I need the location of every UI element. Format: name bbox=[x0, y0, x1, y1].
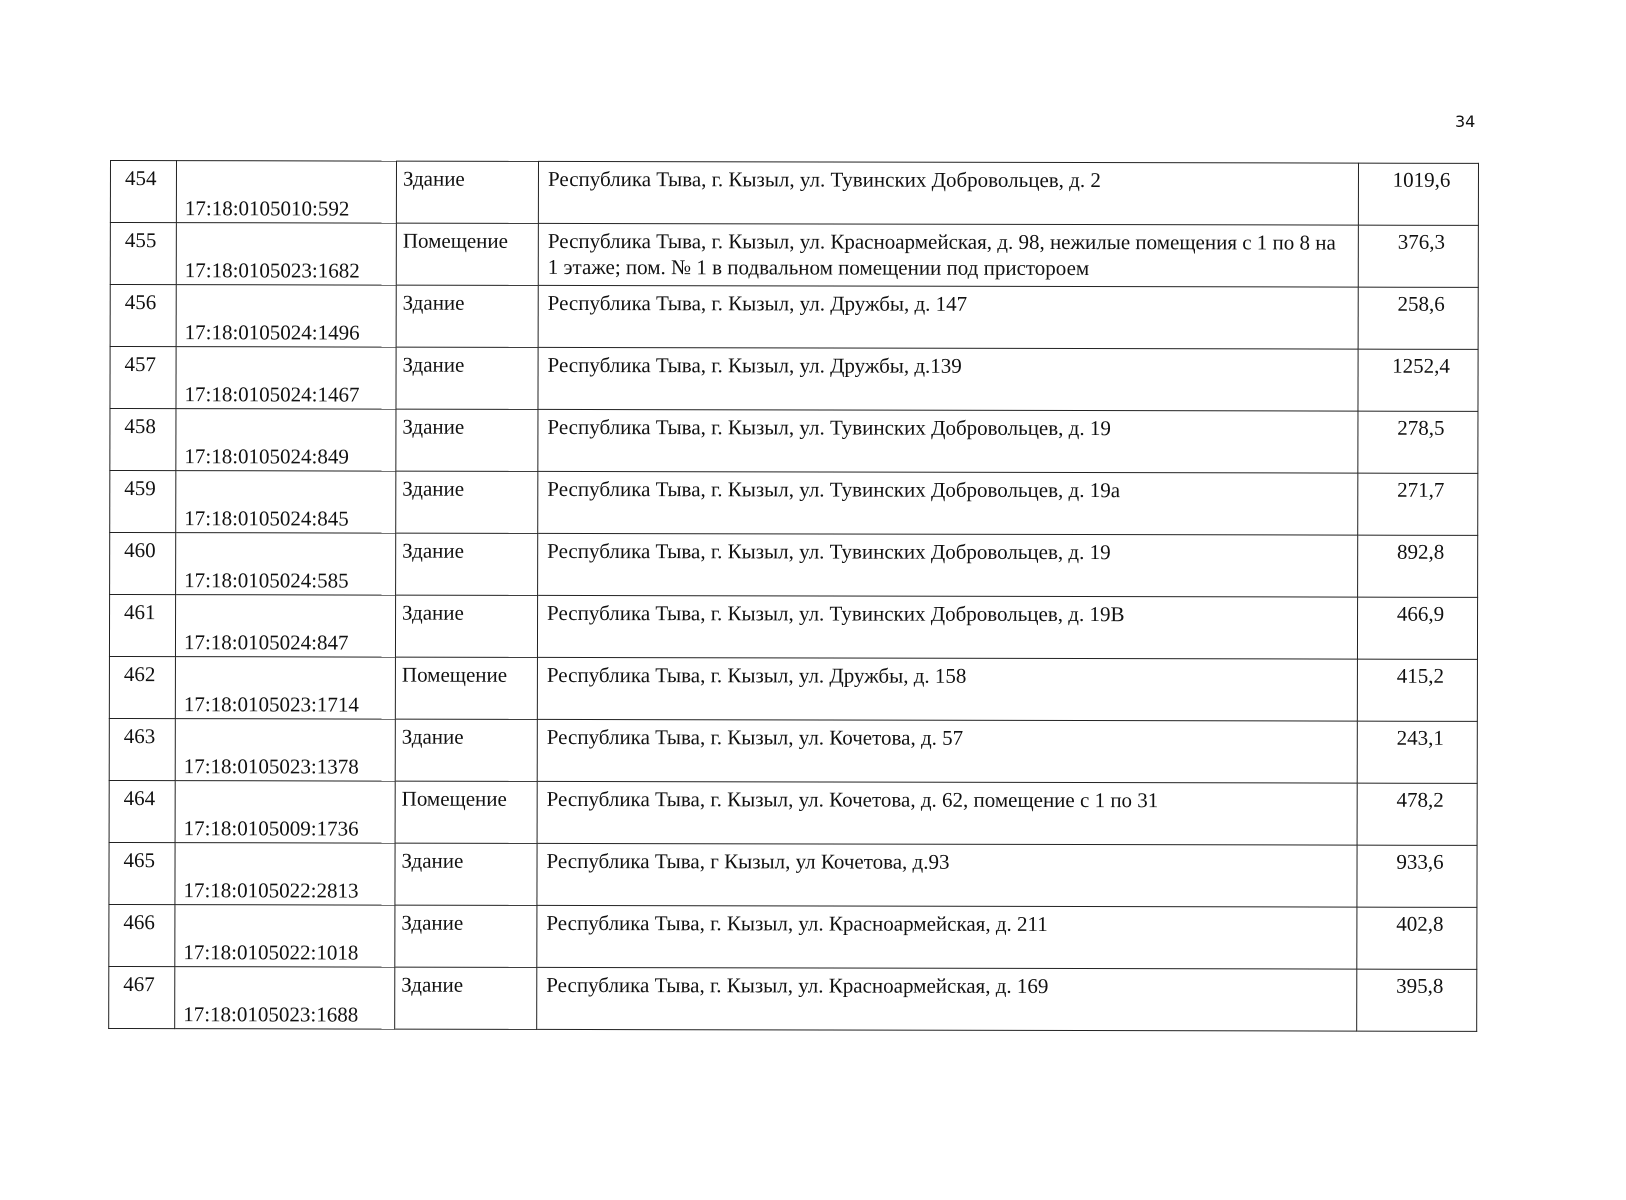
cadastral-number-cell bbox=[175, 967, 395, 1029]
cadastral-number-cell bbox=[176, 161, 396, 223]
cadastral-number-text: 17:18:0105024:845 bbox=[184, 506, 349, 531]
row-number-cell: 465 bbox=[109, 842, 175, 904]
address-cell: Республика Тыва, г. Кызыл, ул. Красноармейская, д. 211 bbox=[537, 905, 1357, 969]
table-row bbox=[110, 409, 1478, 474]
table-row bbox=[110, 161, 1478, 226]
object-type-cell: Здание bbox=[396, 409, 538, 471]
address-cell: Республика Тыва, г. Кызыл, ул. Кочетова, д. 62, помещение с 1 по 31 bbox=[537, 781, 1357, 845]
area-text: 258,6 bbox=[1397, 291, 1445, 316]
cadastral-number-cell bbox=[176, 533, 396, 595]
cadastral-number-text: 17:18:0105024:1467 bbox=[184, 382, 360, 407]
cadastral-number-cell bbox=[176, 471, 396, 533]
cadastral-number-text: 17:18:0105024:585 bbox=[184, 568, 349, 593]
area-text: 1252,4 bbox=[1392, 353, 1450, 378]
object-type-cell: Здание bbox=[396, 161, 538, 223]
cadastral-number-text: 17:18:0105023:1714 bbox=[183, 692, 359, 717]
page-number: 34 bbox=[1455, 112, 1476, 131]
cadastral-number-text: 17:18:0105023:1682 bbox=[184, 258, 360, 283]
cadastral-number-text: 17:18:0105009:1736 bbox=[183, 816, 359, 841]
table-row bbox=[110, 285, 1478, 350]
address-cell: Республика Тыва, г. Кызыл, ул. Красноармейская, д. 98, нежилые помещения с 1 по 8 на 1 этаже; пом. № 1 в подвальном помещении под пристороем bbox=[538, 223, 1358, 287]
area-text: 271,7 bbox=[1397, 477, 1445, 502]
address-cell: Республика Тыва, г. Кызыл, ул. Тувинских Добровольцев, д. 2 bbox=[538, 161, 1358, 225]
area-cell bbox=[1358, 473, 1478, 535]
cadastral-number-cell bbox=[175, 781, 395, 843]
cadastral-number-text: 17:18:0105024:849 bbox=[184, 444, 349, 469]
cadastral-number-text: 17:18:0105023:1378 bbox=[183, 754, 359, 779]
table-row bbox=[110, 223, 1478, 288]
address-cell: Республика Тыва, г. Кызыл, ул. Красноармейская, д. 169 bbox=[537, 967, 1357, 1031]
object-type-cell: Здание bbox=[396, 471, 538, 533]
area-text: 415,2 bbox=[1396, 663, 1445, 688]
cadastral-number-cell bbox=[175, 657, 395, 719]
object-type-cell: Помещение bbox=[395, 781, 537, 843]
cadastral-number-text: 17:18:0105023:1688 bbox=[183, 1002, 359, 1027]
address-cell: Республика Тыва, г. Кызыл, ул. Тувинских Добровольцев, д. 19 bbox=[538, 533, 1358, 597]
object-type-cell: Помещение bbox=[395, 657, 537, 719]
address-cell: Республика Тыва, г. Кызыл, ул. Тувинских Добровольцев, д. 19В bbox=[537, 595, 1357, 659]
area-text: 892,8 bbox=[1397, 539, 1445, 564]
area-cell bbox=[1358, 225, 1478, 287]
cadastral-number-text: 17:18:0105022:1018 bbox=[183, 940, 359, 965]
row-number-cell: 462 bbox=[109, 656, 175, 718]
area-text: 278,5 bbox=[1397, 415, 1445, 440]
row-number-cell: 456 bbox=[110, 285, 176, 347]
cadastral-number-cell bbox=[176, 223, 396, 285]
row-number-cell: 467 bbox=[109, 966, 175, 1028]
area-cell bbox=[1357, 721, 1477, 783]
area-text: 243,1 bbox=[1396, 725, 1444, 750]
table-row bbox=[109, 966, 1477, 1031]
area-text: 933,6 bbox=[1396, 849, 1444, 874]
cadastral-number-cell bbox=[175, 595, 395, 657]
row-number-cell: 454 bbox=[110, 161, 176, 223]
area-cell bbox=[1357, 783, 1477, 845]
object-type-cell: Помещение bbox=[396, 223, 538, 285]
object-type-cell: Здание bbox=[396, 285, 538, 347]
area-cell bbox=[1358, 349, 1478, 411]
address-cell: Республика Тыва, г. Кызыл, ул. Тувинских Добровольцев, д. 19а bbox=[538, 471, 1358, 535]
table-row bbox=[109, 595, 1477, 660]
table-row bbox=[110, 533, 1478, 598]
cadastral-number-text: 17:18:0105022:2813 bbox=[183, 878, 359, 903]
area-cell bbox=[1357, 597, 1477, 659]
table-row bbox=[109, 780, 1477, 845]
row-number-cell: 466 bbox=[109, 904, 175, 966]
area-text: 478,2 bbox=[1396, 787, 1444, 812]
row-number-cell: 461 bbox=[109, 595, 175, 657]
row-number-cell: 459 bbox=[110, 471, 176, 533]
address-cell: Республика Тыва, г. Кызыл, ул. Тувинских Добровольцев, д. 19 bbox=[538, 409, 1358, 473]
area-cell bbox=[1358, 163, 1478, 225]
object-type-cell: Здание bbox=[395, 595, 537, 657]
row-number-cell: 458 bbox=[110, 409, 176, 471]
area-cell bbox=[1357, 969, 1477, 1031]
row-number-cell: 457 bbox=[110, 347, 176, 409]
area-cell bbox=[1357, 659, 1477, 721]
table-row bbox=[109, 904, 1477, 969]
cadastral-number-cell bbox=[175, 905, 395, 967]
table-row bbox=[110, 471, 1478, 536]
object-type-cell: Здание bbox=[395, 843, 537, 905]
cadastral-number-text: 17:18:0105024:847 bbox=[183, 630, 349, 655]
area-text: 466,9 bbox=[1396, 601, 1445, 626]
address-cell: Республика Тыва, г. Кызыл, ул. Дружбы, д. 147 bbox=[538, 285, 1358, 349]
area-cell bbox=[1358, 535, 1478, 597]
cadastral-number-cell bbox=[176, 285, 396, 347]
object-type-cell: Здание bbox=[396, 533, 538, 595]
object-type-cell: Здание bbox=[395, 719, 537, 781]
object-type-cell: Здание bbox=[396, 347, 538, 409]
area-text: 376,3 bbox=[1397, 229, 1445, 254]
table-row bbox=[110, 347, 1478, 412]
address-cell: Республика Тыва, г. Кызыл, ул. Дружбы, д.139 bbox=[538, 347, 1358, 411]
cadastral-number-cell bbox=[176, 409, 396, 471]
area-cell bbox=[1358, 287, 1478, 349]
area-cell bbox=[1357, 907, 1477, 969]
cadastral-number-cell bbox=[176, 347, 396, 409]
row-number-cell: 460 bbox=[110, 533, 176, 595]
area-text: 1019,6 bbox=[1392, 167, 1451, 192]
address-cell: Республика Тыва, г Кызыл, ул Кочетова, д.93 bbox=[537, 843, 1357, 907]
cadastral-number-text: 17:18:0105024:1496 bbox=[184, 320, 360, 345]
cadastral-number-cell bbox=[175, 843, 395, 905]
object-type-cell: Здание bbox=[395, 905, 537, 967]
row-number-cell: 463 bbox=[109, 718, 175, 780]
table-body bbox=[109, 161, 1479, 1032]
area-text: 402,8 bbox=[1396, 911, 1444, 936]
row-number-cell: 455 bbox=[110, 223, 176, 285]
cadastral-number-text: 17:18:0105010:592 bbox=[184, 196, 350, 221]
table-row bbox=[109, 656, 1477, 721]
table-row bbox=[109, 842, 1477, 907]
address-cell: Республика Тыва, г. Кызыл, ул. Дружбы, д. 158 bbox=[537, 657, 1357, 721]
area-cell bbox=[1358, 411, 1478, 473]
object-type-cell: Здание bbox=[395, 967, 537, 1029]
property-registry-table bbox=[108, 160, 1479, 1032]
row-number-cell: 464 bbox=[109, 780, 175, 842]
area-text: 395,8 bbox=[1396, 973, 1444, 998]
area-cell bbox=[1357, 845, 1477, 907]
cadastral-number-cell bbox=[175, 719, 395, 781]
table-row bbox=[109, 718, 1477, 783]
address-cell: Республика Тыва, г. Кызыл, ул. Кочетова, д. 57 bbox=[537, 719, 1357, 783]
